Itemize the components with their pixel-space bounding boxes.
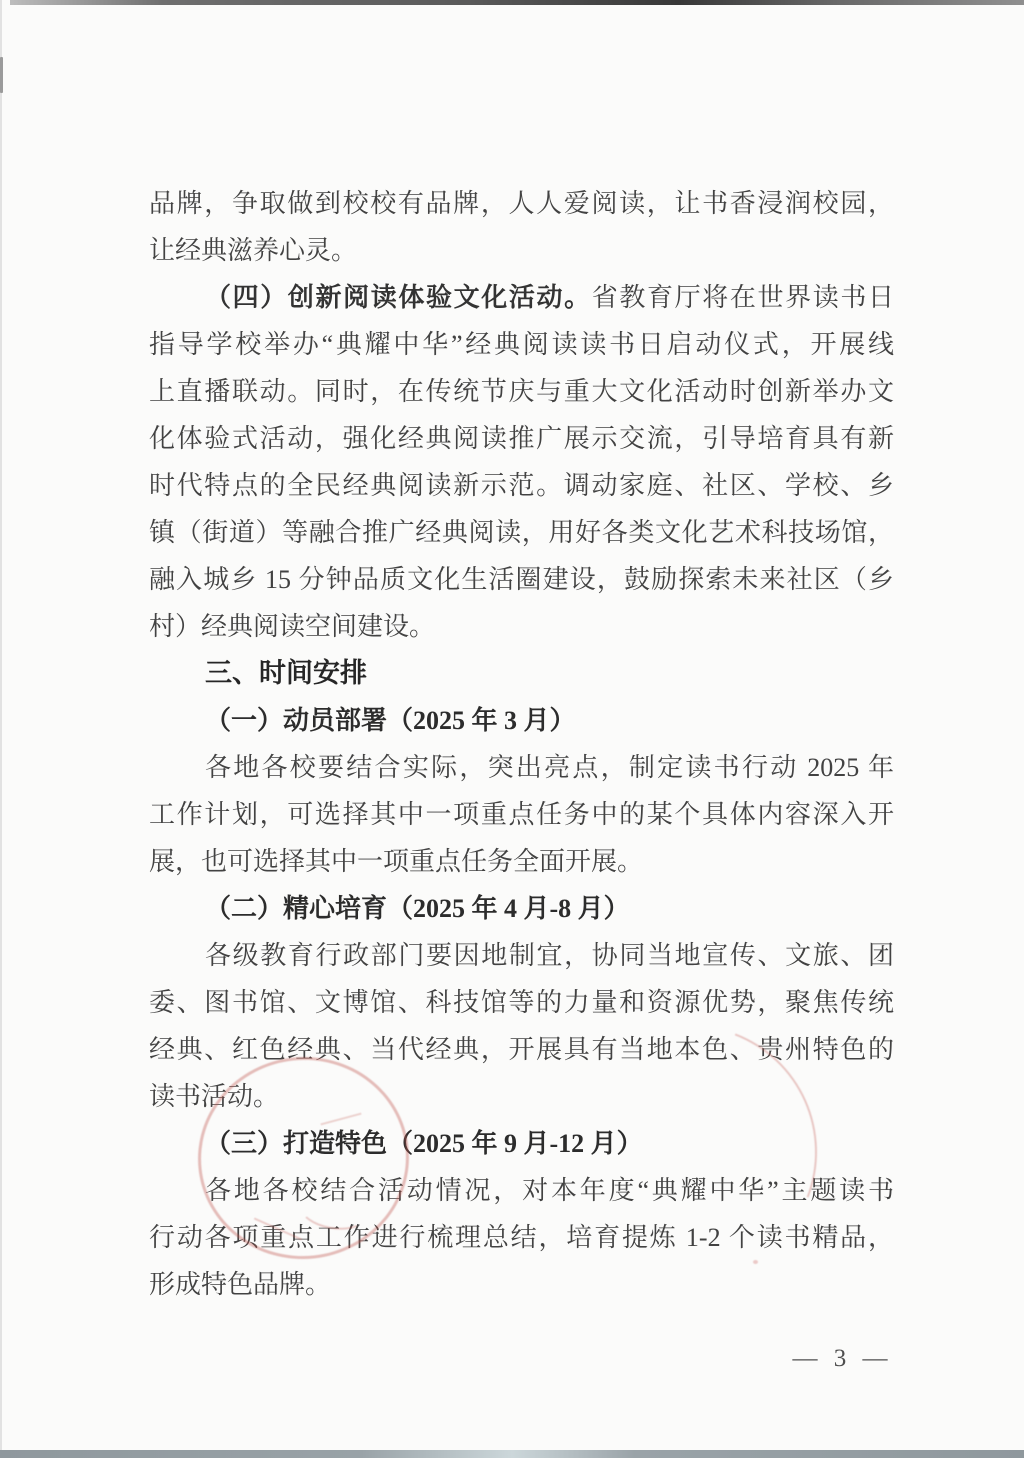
text-line: 各地各校要结合实际，突出亮点，制定读书行动 2025 年	[205, 753, 894, 782]
scan-edge-bottom	[0, 1450, 1024, 1458]
text-line: 时代特点的全民经典阅读新示范。调动家庭、社区、学校、乡	[149, 471, 894, 500]
text-line	[149, 274, 894, 321]
text-line: 工作计划，可选择其中一项重点任务中的某个具体内容深入开	[149, 800, 894, 829]
stage-heading-1: （一）动员部署（2025 年 3 月）	[205, 706, 576, 735]
stage-heading-3: （三）打造特色（2025 年 9 月-12 月）	[205, 1129, 643, 1158]
red-seal-speck	[753, 1260, 758, 1264]
stage-heading-2: （二）精心培育（2025 年 4 月-8 月）	[205, 894, 630, 923]
text-line: 行动各项重点工作进行梳理总结，培育提炼 1-2 个读书精品，	[149, 1223, 894, 1252]
text-line: 各级教育行政部门要因地制宜，协同当地宣传、文旅、团	[205, 941, 894, 970]
paragraph-lead-bold: （四）创新阅读体验文化活动。	[205, 283, 592, 312]
text-line: 品牌，争取做到校校有品牌，人人爱阅读，让书香浸润校园，	[149, 189, 894, 218]
page-number: — 3 —	[792, 1345, 888, 1372]
text-line: 各地各校结合活动情况，对本年度“典耀中华”主题读书	[205, 1176, 894, 1205]
text-line: 村）经典阅读空间建设。	[149, 612, 436, 641]
text-line: 展，也可选择其中一项重点任务全面开展。	[149, 847, 644, 876]
scan-edge-left	[0, 0, 2, 1458]
text-line: 融入城乡 15 分钟品质文化生活圈建设，鼓励探索未来社区（乡	[149, 565, 894, 594]
text-line: 形成特色品牌。	[149, 1270, 332, 1299]
text-line: 经典、红色经典、当代经典，开展具有当地本色、贵州特色的	[149, 1035, 894, 1064]
text-line: 指导学校举办“典耀中华”经典阅读读书日启动仪式，开展线	[149, 330, 894, 359]
text-line: 镇（街道）等融合推广经典阅读，用好各类文化艺术科技场馆，	[149, 518, 894, 547]
text-line: 上直播联动。同时，在传统节庆与重大文化活动时创新举办文	[149, 377, 894, 406]
scan-edge-top	[10, 0, 1024, 5]
scan-edge-left-notch	[0, 57, 3, 93]
section-heading-time-arrangement: 三、时间安排	[205, 658, 367, 688]
paragraph-lead-rest: 省教育厅将在世界读书日	[591, 283, 894, 312]
text-line: 化体验式活动，强化经典阅读推广展示交流，引导培育具有新	[149, 424, 894, 453]
text-line: 读书活动。	[149, 1082, 280, 1111]
text-line: 委、图书馆、文博馆、科技馆等的力量和资源优势，聚焦传统	[149, 988, 894, 1017]
text-line: 让经典滋养心灵。	[149, 236, 358, 265]
